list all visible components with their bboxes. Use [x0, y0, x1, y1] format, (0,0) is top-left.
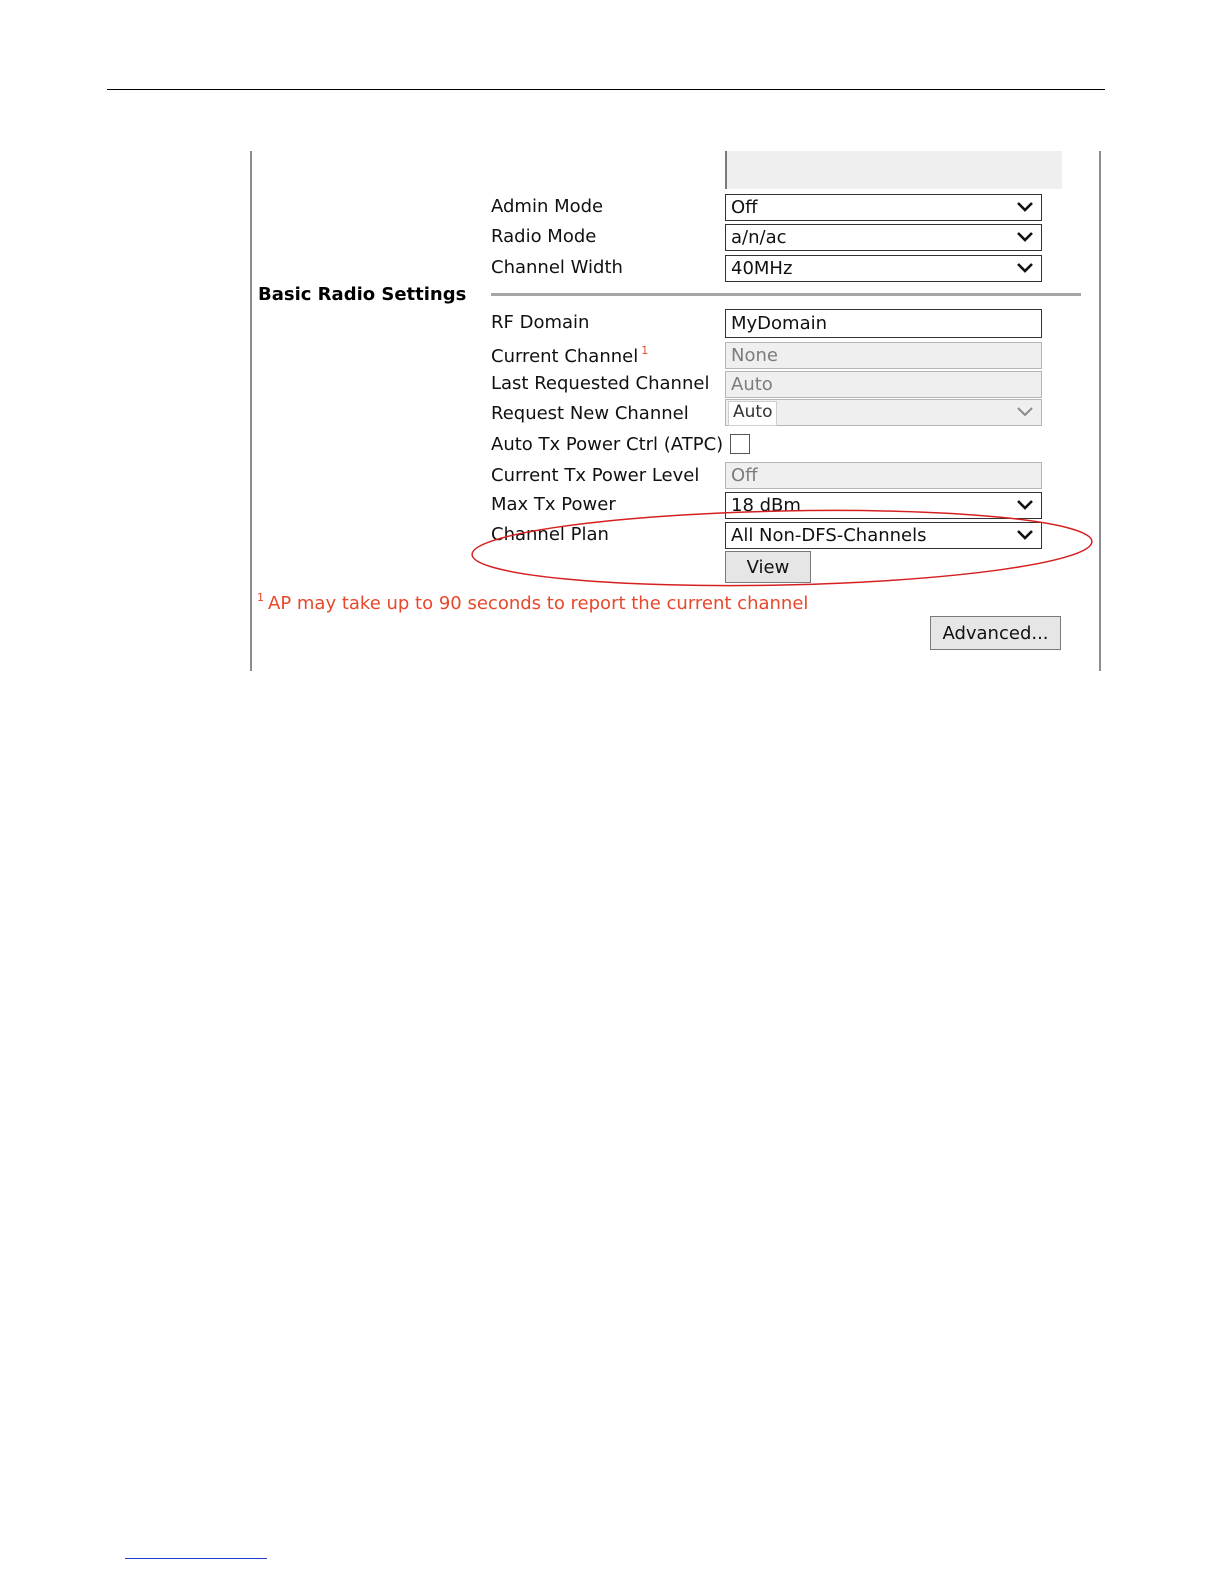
current-channel-label-text: Current Channel [491, 346, 639, 367]
chevron-down-icon [1015, 402, 1035, 422]
admin-mode-label: Admin Mode [491, 196, 604, 217]
current-tx-power-label: Current Tx Power Level [491, 465, 700, 486]
rf-domain-label: RF Domain [491, 312, 590, 333]
channel-width-select[interactable] [725, 255, 1042, 282]
radio-mode-value: a/n/ac [731, 227, 787, 248]
view-button[interactable]: View [725, 551, 811, 583]
advanced-button[interactable]: Advanced... [930, 616, 1061, 650]
current-channel-value: None [731, 345, 778, 366]
admin-mode-select[interactable] [725, 194, 1042, 221]
current-channel-field [725, 342, 1042, 369]
section-divider [491, 293, 1081, 296]
atpc-label: Auto Tx Power Ctrl (ATPC) [491, 434, 724, 455]
channel-plan-value: All Non-DFS-Channels [731, 525, 927, 546]
current-tx-power-field [725, 462, 1042, 489]
footnote [257, 591, 808, 614]
atpc-checkbox[interactable] [730, 434, 750, 454]
rf-domain-value: MyDomain [731, 313, 828, 334]
request-new-channel-label: Request New Channel [491, 403, 689, 424]
radio-mode-select[interactable] [725, 224, 1042, 251]
page-header-rule [107, 89, 1105, 90]
channel-plan-label: Channel Plan [491, 524, 609, 545]
last-requested-channel-label: Last Requested Channel [491, 373, 710, 394]
current-channel-footnote-mark: 1 [641, 344, 649, 357]
chevron-down-icon [1015, 258, 1035, 278]
rf-domain-input[interactable] [725, 309, 1042, 338]
request-new-channel-value: Auto [728, 401, 777, 426]
chevron-down-icon [1015, 227, 1035, 247]
radio-mode-label: Radio Mode [491, 226, 597, 247]
max-tx-power-value: 18 dBm [731, 495, 801, 516]
footer-link-rule [125, 1558, 267, 1559]
section-title: Basic Radio Settings [258, 284, 467, 305]
admin-mode-value: Off [731, 197, 758, 218]
request-new-channel-select[interactable] [725, 399, 1042, 426]
channel-width-label: Channel Width [491, 257, 623, 278]
footnote-text: AP may take up to 90 seconds to report the current channel [268, 593, 809, 614]
current-channel-label [491, 344, 648, 367]
footnote-mark: 1 [257, 591, 264, 604]
channel-width-value: 40MHz [731, 258, 793, 279]
highlight-ellipse [470, 508, 1098, 588]
top-field-area [725, 151, 1062, 189]
last-requested-channel-field [725, 371, 1042, 398]
current-tx-power-value: Off [731, 465, 758, 486]
chevron-down-icon [1015, 197, 1035, 217]
last-requested-channel-value: Auto [731, 374, 773, 395]
max-tx-power-label: Max Tx Power [491, 494, 616, 515]
